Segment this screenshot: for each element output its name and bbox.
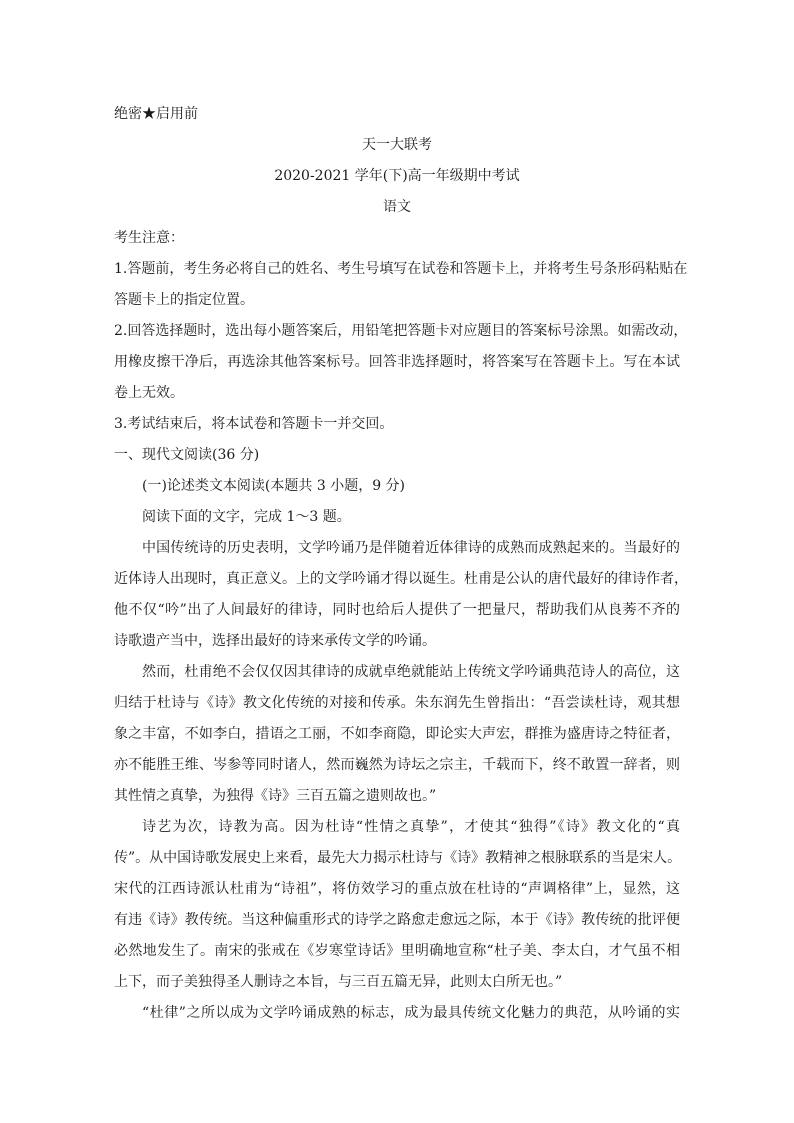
passage-p2-line-5: 其性情之真挚，为独得《诗》三百五篇之遗则故也。” [114,788,437,804]
subject-title: 语文 [383,199,411,215]
notice-item-2-line-1: 2.回答选择题时，选出每小题答案后，用铅笔把答题卡对应题目的答案标号涂黑。如需改动， [114,323,688,339]
passage-p1-line-3: 他不仅“吟”出了人间最好的律诗，同时也给后人提供了一把量尺，帮助我们从良莠不齐的 [114,602,680,618]
passage-p2-line-3: 象之丰富，不如李白，措语之工丽，不如李商隐，即论实大声宏，群推为盛唐诗之特征者， [114,726,680,742]
passage-p2-line-2: 归结于杜诗与《诗》教文化传统的对接和传承。朱东润先生曾指出：“吾尝读杜诗，观其想 [114,695,680,711]
reading-instruction: 阅读下面的文字，完成 1～3 题。 [142,509,351,525]
passage-p2-line-4: 亦不能胜王维、岑参等同时诸人，然而巍然为诗坛之宗主，千载而下，终不敢置一辞者，则 [114,757,680,773]
passage-p3-line-6: 上下，而子美独得圣人删诗之本旨，与三百五篇无异，此则太白所无也。” [114,974,563,990]
passage-p1-line-4: 诗歌遗产当中，选择出最好的诗来承传文学的吟诵。 [114,633,436,649]
passage-p3-line-4: 有违《诗》教传统。当这种偏重形式的诗学之路愈走愈远之际，本于《诗》教传统的批评便 [114,912,680,928]
passage-p3-line-1: 诗艺为次，诗教为高。因为杜诗“性情之真挚”，才使其“独得”《诗》教文化的“真 [142,819,680,835]
exam-org-title: 天一大联考 [362,137,432,153]
subsection-title: (一)论述类文本阅读(本题共 3 小题，9 分) [142,478,406,494]
passage-p3-line-3: 宋代的江西诗派认杜甫为“诗祖”，将仿效学习的重点放在杜诗的“声调格律”上，显然，这 [114,881,680,897]
notice-item-2-line-2: 用橡皮擦干净后，再选涂其他答案标号。回答非选择题时，将答案写在答题卡上。写在本试 [114,354,680,370]
passage-p3-line-5: 必然地发生了。南宋的张戒在《岁寒堂诗话》里明确地宣称“杜子美、李太白，才气虽不相 [114,943,680,959]
notice-item-2-line-3: 卷上无效。 [114,385,184,401]
passage-p3-line-2: 传”。从中国诗歌发展史上来看，最先大力揭示杜诗与《诗》教精神之根脉联系的当是宋人。 [114,850,682,866]
passage-p1-line-2: 近体诗人出现时，真正意义。上的文学吟诵才得以诞生。杜甫是公认的唐代最好的律诗作者， [114,571,688,587]
notice-item-1-line-1: 1.答题前，考生务必将自己的姓名、考生号填写在试卷和答题卡上，并将考生号条形码粘贴在 [114,261,688,277]
passage-p2-line-1: 然而，杜甫绝不会仅仅因其律诗的成就卓绝就能站上传统文学吟诵典范诗人的高位，这 [142,664,680,680]
exam-title: 2020-2021 学年(下)高一年级期中考试 [274,168,520,184]
passage-p4-line-1: “杜律”之所以成为文学吟诵成熟的标志，成为最具传统文化魅力的典范，从吟诵的实 [142,1005,680,1021]
notice-title: 考生注意： [114,230,184,246]
notice-item-1-line-2: 答题卡上的指定位置。 [114,292,254,308]
notice-item-3-line-1: 3.考试结束后，将本试卷和答题卡一并交回。 [114,416,394,432]
confidential-label: 绝密★启用前 [114,106,198,122]
passage-p1-line-1: 中国传统诗的历史表明，文学吟诵乃是伴随着近体律诗的成熟而成熟起来的。当最好的 [142,540,680,556]
section-title: 一、现代文阅读(36 分) [114,447,260,463]
